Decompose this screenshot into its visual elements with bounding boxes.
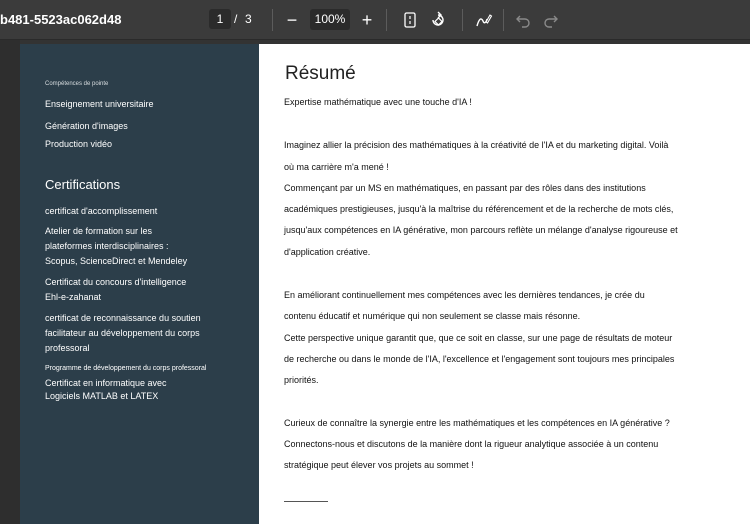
cert-item: facilitateur au développement du corps [45, 328, 200, 338]
summary-line: Commençant par un MS en mathématiques, en passant par des rôles dans des institutions [284, 183, 646, 193]
cert-item: Ehl-e-zahanat [45, 292, 102, 302]
undo-icon[interactable] [510, 7, 536, 33]
zoom-out-button[interactable]: − [286, 9, 298, 30]
redo-icon[interactable] [538, 7, 564, 33]
cert-item: Scopus, ScienceDirect et Mendeley [45, 256, 188, 266]
document-title: b481-5523ac062d48 [0, 12, 122, 27]
summary-line: priorités. [284, 375, 319, 385]
document-page [20, 44, 750, 524]
toolbar-divider [503, 9, 504, 31]
total-pages: 3 [245, 12, 252, 26]
rotate-icon[interactable] [425, 7, 451, 33]
resume-sidebar [20, 44, 259, 524]
cert-item: Certificat du concours d'intelligence [45, 277, 187, 287]
cert-item: Atelier de formation sur les [45, 226, 153, 236]
cert-item: Logiciels MATLAB et LATEX [45, 391, 159, 401]
summary-line: académiques prestigieuses, jusqu'à la maîtrise du référencement et de la recherche de mots clés, [284, 204, 674, 214]
skill-item: Enseignement universitaire [45, 99, 154, 109]
summary-line: En améliorant continuellement mes compétences avec les dernières tendances, je crée du [284, 290, 645, 300]
summary-line: Connectons-nous et discutons de la manière dont la rigueur analytique associée à un contenu [284, 439, 659, 449]
summary-line: Curieux de connaître la synergie entre les mathématiques et les compétences en IA générative ? [284, 418, 670, 428]
summary-line: Imaginez allier la précision des mathématiques à la créativité de l'IA et du marketing digital. Voilà [284, 140, 669, 150]
certifications-heading: Certifications [45, 177, 121, 192]
summary-line: Expertise mathématique avec une touche d'IA ! [284, 97, 472, 107]
toolbar-divider [462, 9, 463, 31]
cert-item: Programme de développement du corps professoral [45, 365, 207, 372]
viewer-margin [0, 40, 20, 524]
cert-item: plateformes interdisciplinaires : [45, 241, 169, 251]
page-separator: / [234, 12, 238, 26]
summary-line: de recherche ou dans le monde de l'IA, l'excellence et l'engagement sont toujours mes principales [284, 354, 675, 364]
summary-line: d'application créative. [284, 247, 371, 257]
skill-item: Production vidéo [45, 139, 113, 149]
summary-line: où ma carrière m'a mené ! [284, 162, 389, 172]
summary-line: Cette perspective unique garantit que, que ce soit en classe, sur une page de résultats de moteur [284, 333, 673, 343]
skills-section-label: Compétences de pointe [45, 81, 109, 87]
summary-line: contenu éducatif et numérique qui non seulement se classe mais résonne. [284, 311, 581, 321]
cert-item: Certificat en informatique avec [45, 378, 167, 388]
cert-item: certificat de reconnaissance du soutien [45, 313, 201, 323]
toolbar-divider [272, 9, 273, 31]
zoom-in-button[interactable]: + [361, 9, 373, 30]
cert-item: certificat d'accomplissement [45, 206, 158, 216]
pdf-toolbar [0, 0, 750, 40]
fit-page-icon[interactable] [397, 7, 423, 33]
cert-item: professoral [45, 343, 90, 353]
toolbar-divider [386, 9, 387, 31]
zoom-level-input[interactable]: 100% [310, 9, 350, 30]
summary-line: jusqu'aux compétences en IA générative, mon parcours reflète un mélange d'analyse rigoureuse et [284, 225, 678, 235]
skill-item: Génération d'images [45, 121, 128, 131]
section-divider [284, 501, 328, 502]
resume-title: Résumé [285, 63, 356, 84]
draw-icon[interactable] [471, 7, 497, 33]
current-page-input[interactable]: 1 [209, 9, 231, 29]
summary-line: stratégique peut élever vos projets au sommet ! [284, 460, 474, 470]
